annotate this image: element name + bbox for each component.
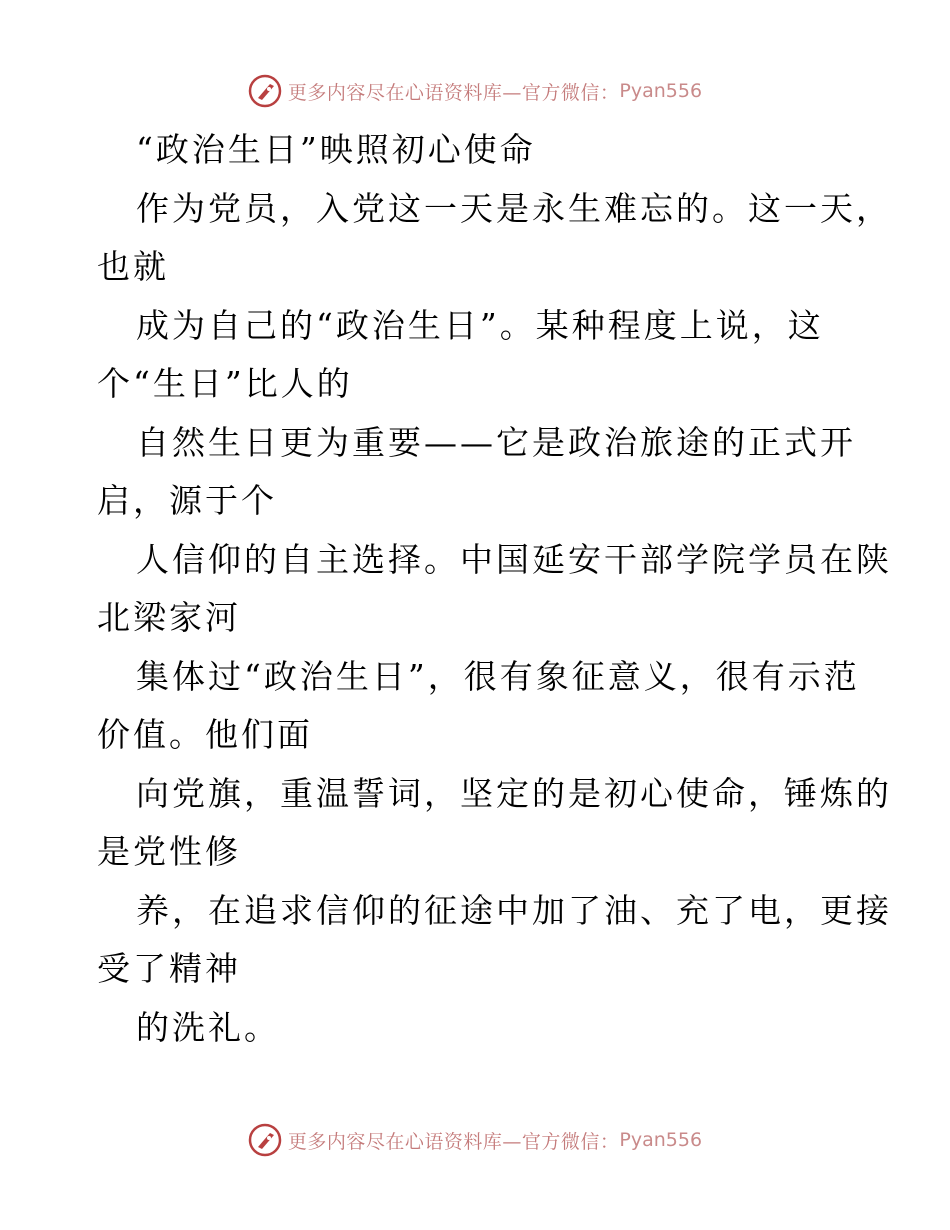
paragraph-line: 养，在追求信仰的征途中加了油、充了电，更接 — [136, 890, 892, 930]
footer-watermark — [0, 1120, 950, 1160]
paragraph-line: 自然生日更为重要——它是政治旅途的正式开 — [136, 422, 856, 462]
paragraph-line: 是党性修 — [97, 832, 241, 871]
paragraph-line: 向党旗，重温誓词，坚定的是初心使命，锤炼的 — [136, 773, 892, 813]
paragraph-line: 作为党员，入党这一天是永生难忘的。这一天， — [136, 188, 892, 228]
fountain-pen-logo-icon — [248, 1123, 282, 1157]
paragraph-line: 价值。他们面 — [97, 715, 313, 754]
fountain-pen-logo-icon — [248, 74, 282, 108]
document-title: “政治生日”映照初心使命 — [136, 130, 536, 169]
watermark-wechat-id: Pyan556 — [619, 80, 703, 102]
paragraph-line: 受了精神 — [97, 949, 241, 988]
document-body — [97, 121, 892, 1057]
paragraph-line: 个“生日”比人的 — [97, 364, 353, 403]
header-watermark — [0, 71, 950, 111]
paragraph-line: 北梁家河 — [97, 598, 241, 637]
watermark-text: 更多内容尽在心语资料库—官方微信： — [287, 1130, 620, 1153]
paragraph-line: 集体过“政治生日”，很有象征意义，很有示范 — [136, 656, 860, 696]
paragraph-line: 人信仰的自主选择。中国延安干部学院学员在陕 — [136, 539, 892, 579]
paragraph-line: 的洗礼。 — [136, 1007, 280, 1047]
watermark-wechat-id: Pyan556 — [619, 1129, 703, 1151]
paragraph-line: 成为自己的“政治生日”。某种程度上说，这 — [136, 305, 824, 345]
watermark-text: 更多内容尽在心语资料库—官方微信： — [287, 81, 620, 104]
paragraph-line: 也就 — [97, 247, 169, 286]
paragraph-line: 启，源于个 — [97, 481, 277, 520]
